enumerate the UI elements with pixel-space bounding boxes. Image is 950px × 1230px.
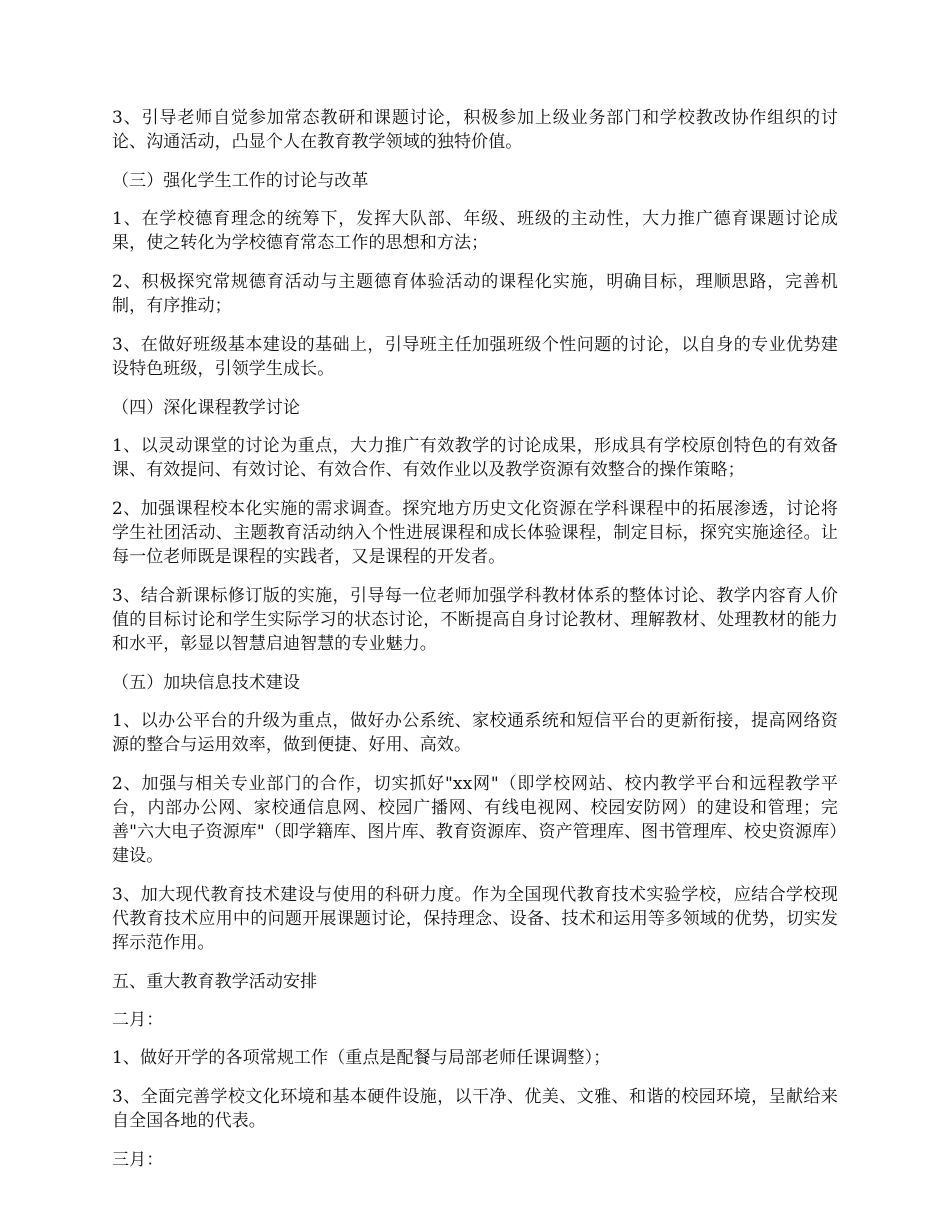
- paragraph-moral-education-3: 3、在做好班级基本建设的基础上，引导班主任加强班级个性问题的讨论，以自身的专业优势建设特色班级，引领学生成长。: [112, 335, 838, 379]
- month-heading-march: 三月：: [112, 1150, 164, 1170]
- paragraph-moral-education-1: 1、在学校德育理念的统筹下，发挥大队部、年级、班级的主动性，大力推广德育课题讨论成果，使之转化为学校德育常态工作的思想和方法；: [112, 209, 838, 253]
- section-heading-curriculum: （四）深化课程教学讨论: [112, 398, 301, 418]
- paragraph-it-2: 2、加强与相关专业部门的合作，切实抓好"xx网"（即学校网站、校内教学平台和远程教学平台，内部办公网、家校通信息网、校园广播网、有线电视网、校园安防网）的建设和管理；完善"六大电子资源库"（即学籍库、图片库、教育资源库、资产管理库、图书管理库、校史资源库）建设。: [112, 774, 838, 866]
- paragraph-it-3: 3、加大现代教育技术建设与使用的科研力度。作为全国现代教育技术实验学校，应结合学校现代教育技术应用中的问题开展课题讨论，保持理念、设备、技术和运用等多领域的优势，切实发挥示范作用。: [112, 885, 838, 953]
- paragraph-curriculum-1: 1、以灵动课堂的讨论为重点，大力推广有效教学的讨论成果，形成具有学校原创特色的有效备课、有效提问、有效讨论、有效合作、有效作业以及教学资源有效整合的操作策略；: [112, 436, 838, 480]
- paragraph-teacher-research: 3、引导老师自觉参加常态教研和课题讨论，积极参加上级业务部门和学校教改协作组织的讨论、沟通活动，凸显个人在教育教学领域的独特价值。: [112, 108, 838, 152]
- section-heading-activities: 五、重大教育教学活动安排: [112, 972, 318, 992]
- paragraph-moral-education-2: 2、积极探究常规德育活动与主题德育体验活动的课程化实施，明确目标，理顺思路，完善机制，有序推动；: [112, 272, 838, 316]
- paragraph-february-1: 1、做好开学的各项常规工作（重点是配餐与局部老师任课调整）；: [112, 1048, 611, 1068]
- paragraph-february-3: 3、全面完善学校文化环境和基本硬件设施，以干净、优美、文雅、和谐的校园环境，呈献给来自全国各地的代表。: [112, 1087, 838, 1131]
- paragraph-curriculum-3: 3、结合新课标修订版的实施，引导每一位老师加强学科教材体系的整体讨论、教学内容育人价值的目标讨论和学生实际学习的状态讨论，不断提高自身讨论教材、理解教材、处理教材的能力和水平，彰显以智慧启迪智慧的专业魅力。: [112, 586, 838, 654]
- month-heading-february: 二月：: [112, 1010, 164, 1030]
- paragraph-curriculum-2: 2、加强课程校本化实施的需求调查。探究地方历史文化资源在学科课程中的拓展渗透，讨论将学生社团活动、主题教育活动纳入个性进展课程和成长体验课程，制定目标，探究实施途径。让每一位老师既是课程的实践者，又是课程的开发者。: [112, 499, 838, 567]
- section-heading-student-work: （三）强化学生工作的讨论与改革: [112, 171, 369, 191]
- section-heading-it-construction: （五）加块信息技术建设: [112, 673, 301, 693]
- paragraph-it-1: 1、以办公平台的升级为重点，做好办公系统、家校通系统和短信平台的更新衔接，提高网络资源的整合与运用效率，做到便捷、好用、高效。: [112, 711, 838, 755]
